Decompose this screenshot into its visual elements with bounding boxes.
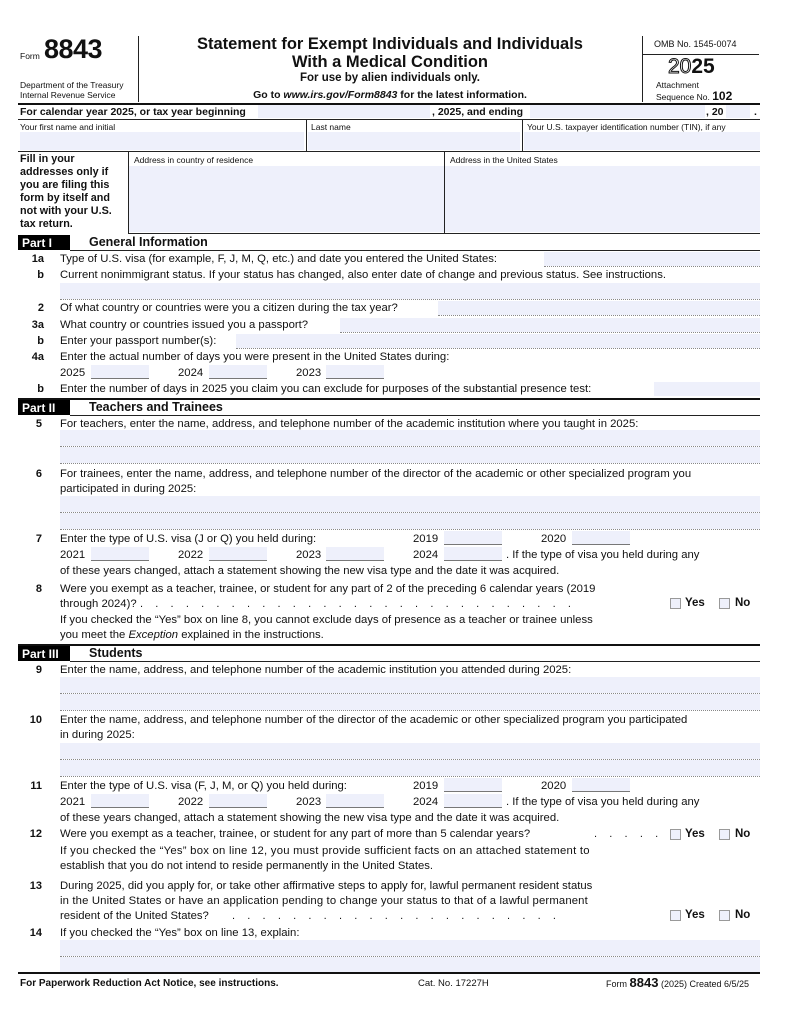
no-label: No bbox=[735, 597, 751, 609]
form-prefix: Form bbox=[20, 51, 40, 61]
tax-year-middle: , 2025, and ending bbox=[432, 106, 524, 118]
line-6-input-2[interactable] bbox=[60, 513, 760, 529]
line-3b-input[interactable] bbox=[236, 334, 760, 348]
line-6-input-1[interactable] bbox=[60, 496, 760, 512]
student-visa-2020-input[interactable] bbox=[572, 778, 630, 792]
line-1b-input[interactable] bbox=[60, 283, 760, 299]
line-14-input-1[interactable] bbox=[60, 940, 760, 956]
goto-line: Go to www.irs.gov/Form8843 for the latest information. bbox=[253, 89, 527, 101]
divider bbox=[642, 36, 643, 102]
line-12-number: 12 bbox=[29, 828, 42, 840]
line-1b-number: b bbox=[37, 269, 44, 281]
form-title bbox=[140, 35, 640, 71]
line-4a-number: 4a bbox=[31, 351, 44, 363]
line-12-yes-checkbox[interactable] bbox=[670, 829, 681, 840]
first-name-input[interactable] bbox=[20, 132, 304, 150]
tin-input[interactable] bbox=[524, 132, 760, 150]
line-11-number: 11 bbox=[30, 780, 42, 792]
title-line1: Statement for Exempt Individuals and Individuals bbox=[197, 35, 583, 53]
yes-label: Yes bbox=[685, 828, 705, 840]
student-visa-2022-input[interactable] bbox=[209, 794, 267, 808]
dept-line1: Department of the Treasury bbox=[20, 80, 124, 90]
line-11-text-cont: of these years changed, attach a statement showing the new visa type and the date it was acquired. bbox=[60, 812, 560, 824]
line-13-no-checkbox[interactable] bbox=[719, 910, 730, 921]
line-1a-input[interactable] bbox=[544, 252, 760, 266]
line-6-number: 6 bbox=[35, 468, 42, 480]
line-7-number: 7 bbox=[35, 533, 42, 545]
line-8-note: If you checked the “Yes” box on line 8, you cannot exclude days of presence as a teacher or trainee unless bbox=[60, 614, 593, 626]
student-visa-2019-input[interactable] bbox=[444, 778, 502, 792]
year-label: 2019 bbox=[413, 780, 439, 792]
year-label: 2023 bbox=[296, 796, 322, 808]
line-12-note: If you checked the “Yes” box on line 12, you must provide sufficient facts on an attached statement to bbox=[60, 845, 590, 857]
leader-dots: . . . . . bbox=[594, 828, 659, 840]
yes-label: Yes bbox=[685, 597, 705, 609]
year-label: 2019 bbox=[413, 533, 439, 545]
line-8-text-cont: through 2024)? bbox=[60, 598, 137, 610]
first-name-label: Your first name and initial bbox=[20, 122, 116, 132]
line-10-text-cont: in during 2025: bbox=[60, 729, 135, 741]
year-label: 2021 bbox=[60, 796, 86, 808]
visa-2024-input[interactable] bbox=[444, 547, 502, 561]
no-label: No bbox=[735, 909, 751, 921]
visa-2020-input[interactable] bbox=[572, 531, 630, 545]
student-visa-2023-input[interactable] bbox=[326, 794, 384, 808]
leader-dots: . . . . . . . . . . . . . . . . . . . . . . . . . . . . . bbox=[140, 598, 571, 610]
year-label: 2024 bbox=[178, 367, 204, 379]
line-3b-number: b bbox=[37, 335, 44, 347]
line-11-after: . If the type of visa you held during any bbox=[506, 796, 700, 808]
us-address-input[interactable] bbox=[445, 166, 760, 232]
omb-number: OMB No. 1545-0074 bbox=[654, 39, 737, 49]
line-12-text: Were you exempt as a teacher, trainee, or student for any part of more than 5 calendar years? bbox=[60, 828, 531, 840]
line-5-input-1[interactable] bbox=[60, 430, 760, 446]
period: . bbox=[754, 106, 757, 118]
divider bbox=[18, 119, 760, 120]
days-2025-input[interactable] bbox=[91, 365, 149, 379]
line-2-text: Of what country or countries were you a citizen during the tax year? bbox=[60, 302, 398, 314]
divider bbox=[522, 119, 523, 151]
divider bbox=[70, 415, 760, 416]
leader-dots: . . . . . . . . . . . . . . . . . . . . . . bbox=[232, 910, 556, 922]
line-4b-text: Enter the number of days in 2025 you claim you can exclude for purposes of the substantial presence test: bbox=[60, 383, 592, 395]
residence-address-input[interactable] bbox=[129, 166, 444, 232]
tax-year-ending-input[interactable] bbox=[530, 105, 705, 118]
catalog-number: Cat. No. 17227H bbox=[418, 978, 489, 989]
tax-year-end: , 20 bbox=[706, 106, 724, 118]
tax-year-label: For calendar year 2025, or tax year beginning bbox=[20, 106, 246, 118]
visa-2019-input[interactable] bbox=[444, 531, 502, 545]
residence-address-label: Address in country of residence bbox=[134, 155, 254, 165]
tax-year-beginning-input[interactable] bbox=[258, 105, 430, 118]
line-10-input-1[interactable] bbox=[60, 743, 760, 759]
line-1b-text: Current nonimmigrant status. If your status has changed, also enter date of change and previous status. See instructions. bbox=[60, 269, 666, 281]
dotted-line bbox=[60, 710, 760, 711]
line-8-text: Were you exempt as a teacher, trainee, or student for any part of 2 of the preceding 6 calendar years (2019 bbox=[60, 583, 596, 595]
tax-year: 2025 bbox=[668, 55, 715, 78]
days-2023-input[interactable] bbox=[326, 365, 384, 379]
line-6-text-cont: participated in during 2025: bbox=[60, 483, 197, 495]
student-visa-2024-input[interactable] bbox=[444, 794, 502, 808]
line-3a-text: What country or countries issued you a passport? bbox=[60, 319, 309, 331]
last-name-input[interactable] bbox=[308, 132, 520, 150]
year-label: 2021 bbox=[60, 549, 86, 561]
line-13-number: 13 bbox=[29, 880, 42, 892]
line-9-input-2[interactable] bbox=[60, 694, 760, 710]
form-number: 8843 bbox=[44, 34, 103, 64]
line-1a-number: 1a bbox=[31, 253, 44, 265]
irs-link[interactable]: www.irs.gov/Form8843 bbox=[283, 89, 398, 101]
part-2-title: Teachers and Trainees bbox=[89, 400, 223, 414]
part-2-label: Part II bbox=[18, 400, 70, 415]
line-6-text: For trainees, enter the name, address, and telephone number of the director of the academic or other specialized program you bbox=[60, 468, 692, 480]
line-9-text: Enter the name, address, and telephone number of the academic institution you attended during 2025: bbox=[60, 664, 572, 676]
tin-label: Your U.S. taxpayer identification number (TIN), if any bbox=[527, 122, 726, 132]
year-label: 2023 bbox=[296, 367, 322, 379]
paperwork-notice: For Paperwork Reduction Act Notice, see instructions. bbox=[20, 978, 279, 989]
line-5-text: For teachers, enter the name, address, and telephone number of the academic institution where you taught in 2025: bbox=[60, 418, 639, 430]
yes-label: Yes bbox=[685, 909, 705, 921]
dotted-line bbox=[544, 266, 760, 267]
dept-line2: Internal Revenue Service bbox=[20, 90, 116, 100]
line-2-input[interactable] bbox=[438, 301, 760, 315]
divider bbox=[138, 36, 139, 102]
divider bbox=[18, 972, 760, 974]
line-7-text: Enter the type of U.S. visa (J or Q) you held during: bbox=[60, 533, 317, 545]
line-8-note-cont: you meet the Exception explained in the instructions. bbox=[60, 629, 324, 641]
line-10-number: 10 bbox=[29, 714, 42, 726]
line-11-text: Enter the type of U.S. visa (F, J, M, or Q) you held during: bbox=[60, 780, 347, 792]
divider bbox=[70, 661, 760, 662]
line-14-number: 14 bbox=[29, 927, 42, 939]
days-2024-input[interactable] bbox=[209, 365, 267, 379]
dotted-line bbox=[60, 529, 760, 530]
line-7-text-cont: of these years changed, attach a statement showing the new visa type and the date it was acquired. bbox=[60, 565, 560, 577]
dotted-line bbox=[60, 776, 760, 777]
line-3a-input[interactable] bbox=[340, 318, 760, 332]
title-line2: With a Medical Condition bbox=[291, 53, 488, 71]
year-label: 2025 bbox=[60, 367, 86, 379]
no-label: No bbox=[735, 828, 751, 840]
line-9-input-1[interactable] bbox=[60, 677, 760, 693]
line-10-text: Enter the name, address, and telephone number of the director of the academic or other specialized program you participated bbox=[60, 714, 688, 726]
year-label: 2020 bbox=[541, 533, 567, 545]
line-12-note-cont: establish that you do not intend to reside permanently in the United States. bbox=[60, 860, 434, 872]
divider bbox=[18, 151, 760, 152]
dotted-line bbox=[236, 348, 760, 349]
form-footer-id: Form 8843 (2025) Created 6/5/25 bbox=[606, 975, 750, 990]
visa-2021-input[interactable] bbox=[91, 547, 149, 561]
line-13-text-cont: in the United States or have an application pending to change your status to that of a lawful permanent bbox=[60, 895, 588, 907]
divider bbox=[306, 119, 307, 151]
attachment-label: Attachment bbox=[656, 80, 699, 90]
form-subtitle: For use by alien individuals only. bbox=[300, 72, 480, 84]
line-13-text: During 2025, did you apply for, or take other affirmative steps to apply for, lawful permanent resident status bbox=[60, 880, 593, 892]
line-12-no-checkbox[interactable] bbox=[719, 829, 730, 840]
line-5-number: 5 bbox=[35, 418, 42, 430]
year-label: 2024 bbox=[413, 796, 439, 808]
line-5-input-2[interactable] bbox=[60, 447, 760, 463]
line-3a-number: 3a bbox=[31, 319, 44, 331]
student-visa-2021-input[interactable] bbox=[91, 794, 149, 808]
dotted-line bbox=[340, 332, 760, 333]
line-14-input-2[interactable] bbox=[60, 957, 760, 972]
dotted-line bbox=[60, 299, 760, 300]
divider bbox=[70, 250, 760, 251]
us-address-label: Address in the United States bbox=[450, 155, 558, 165]
line-4b-number: b bbox=[37, 383, 44, 395]
line-13-text-cont2: resident of the United States? bbox=[60, 910, 209, 922]
sequence: Sequence No. 102 bbox=[656, 89, 733, 103]
year-label: 2023 bbox=[296, 549, 322, 561]
line-7-after: . If the type of visa you held during any bbox=[506, 549, 700, 561]
year-label: 2022 bbox=[178, 549, 204, 561]
visa-2022-input[interactable] bbox=[209, 547, 267, 561]
part-1-label: Part I bbox=[18, 235, 70, 250]
line-14-text: If you checked the “Yes” box on line 13, explain: bbox=[60, 927, 300, 939]
line-13-yes-checkbox[interactable] bbox=[670, 910, 681, 921]
line-4a-text: Enter the actual number of days you were present in the United States during: bbox=[60, 351, 450, 363]
line-4b-input[interactable] bbox=[654, 382, 760, 396]
address-instructions: Fill in your addresses only if you are filing this form by itself and not with your U.S. tax return. bbox=[20, 153, 112, 230]
divider bbox=[128, 233, 760, 234]
line-8-no-checkbox[interactable] bbox=[719, 598, 730, 609]
tax-year-suffix-input[interactable] bbox=[726, 105, 750, 118]
dotted-line bbox=[438, 315, 760, 316]
line-10-input-2[interactable] bbox=[60, 760, 760, 776]
year-label: 2020 bbox=[541, 780, 567, 792]
part-3-label: Part III bbox=[18, 646, 70, 661]
part-3-title: Students bbox=[89, 646, 143, 660]
line-8-number: 8 bbox=[35, 583, 42, 595]
year-label: 2024 bbox=[413, 549, 439, 561]
line-3b-text: Enter your passport number(s): bbox=[60, 335, 217, 347]
year-label: 2022 bbox=[178, 796, 204, 808]
line-2-number: 2 bbox=[37, 302, 44, 314]
line-9-number: 9 bbox=[35, 664, 42, 676]
visa-2023-input[interactable] bbox=[326, 547, 384, 561]
line-1a-text: Type of U.S. visa (for example, F, J, M, Q, etc.) and date you entered the United States: bbox=[60, 253, 498, 265]
part-1-title: General Information bbox=[89, 235, 208, 249]
dotted-line bbox=[60, 463, 760, 464]
line-8-yes-checkbox[interactable] bbox=[670, 598, 681, 609]
last-name-label: Last name bbox=[311, 122, 351, 132]
